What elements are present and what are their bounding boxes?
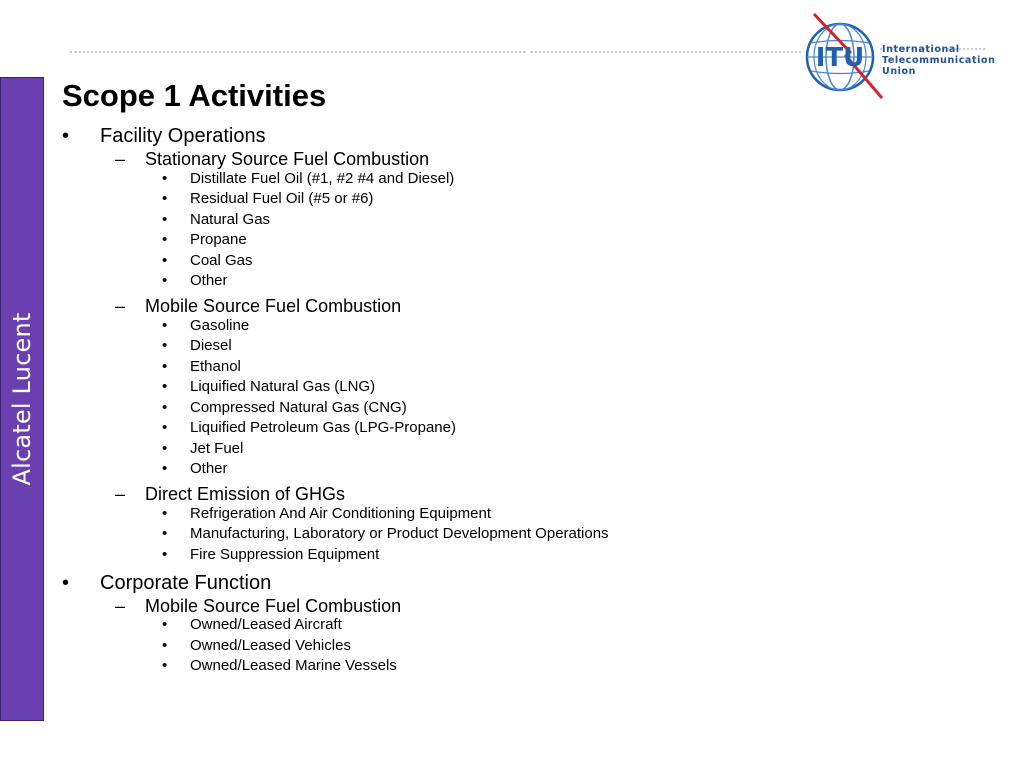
- slide-title: Scope 1 Activities: [62, 78, 327, 113]
- brand-sidebar: [0, 77, 44, 721]
- dash-marker: –: [115, 296, 126, 316]
- bullet-marker: •: [162, 251, 168, 269]
- bullet-marker: •: [162, 169, 168, 187]
- outline-item-text: Owned/Leased Aircraft: [190, 616, 342, 633]
- bullet-marker: •: [162, 398, 168, 416]
- outline-item-text: Liquified Natural Gas (LNG): [190, 378, 376, 395]
- dash-marker: –: [115, 595, 126, 616]
- outline-item-level-3: [162, 272, 228, 289]
- outline-item-level-2: [115, 595, 402, 617]
- outline-item-text: Coal Gas: [190, 251, 253, 269]
- outline-item-level-1: [62, 125, 266, 148]
- bullet-marker: •: [162, 272, 168, 289]
- outline-item-level-3: [162, 419, 456, 436]
- outline-item-level-3: [162, 439, 244, 457]
- outline-item-text: Compressed Natural Gas (CNG): [190, 398, 407, 416]
- outline-item-level-2: [115, 296, 402, 317]
- outline-item-text: Other: [190, 272, 228, 289]
- outline-item-text: Propane: [190, 231, 247, 248]
- brand-name: Alcatel Lucent: [8, 312, 36, 486]
- outline-item-text: Ethanol: [190, 357, 241, 375]
- outline-item-level-3: [162, 636, 351, 654]
- outline-item-text: Residual Fuel Oil (#5 or #6): [190, 190, 374, 207]
- logo-line: Union: [882, 66, 917, 77]
- outline-item-text: Diesel: [190, 337, 232, 354]
- outline-item-level-2: [115, 484, 346, 505]
- itu-logo: [800, 10, 1020, 102]
- outline-item-level-3: [162, 210, 271, 228]
- outline-item-text: Refrigeration And Air Conditioning Equipment: [190, 504, 492, 522]
- outline-item-level-3: [162, 398, 407, 416]
- outline-item-level-3: [162, 616, 342, 633]
- outline-item-level-2: [115, 149, 430, 170]
- bullet-marker: •: [62, 571, 70, 594]
- bullet-marker: •: [162, 636, 168, 654]
- outline-item-level-3: [162, 231, 247, 248]
- bullet-marker: •: [162, 357, 168, 375]
- header-dotted-rule: [70, 51, 525, 53]
- bullet-marker: •: [162, 337, 168, 354]
- bullet-marker: •: [162, 190, 168, 207]
- outline-item-level-3: [162, 525, 609, 542]
- bullet-marker: •: [162, 419, 168, 436]
- bullet-marker: •: [162, 378, 168, 395]
- bullet-marker: •: [162, 231, 168, 248]
- outline-item-text: Other: [190, 460, 228, 477]
- outline-item-text: Corporate Function: [100, 571, 272, 594]
- dash-marker: –: [115, 484, 126, 504]
- bullet-marker: •: [162, 316, 168, 334]
- bullet-marker: •: [162, 616, 168, 633]
- bullet-marker: •: [162, 210, 168, 228]
- outline-item-level-3: [162, 504, 492, 522]
- itu-globe-icon: [800, 10, 884, 102]
- outline-item-level-3: [162, 337, 232, 354]
- logo-line: Telecommunication: [882, 55, 996, 66]
- bullet-marker: •: [162, 545, 168, 563]
- outline-item-text: Owned/Leased Vehicles: [190, 636, 351, 654]
- outline-item-level-3: [162, 657, 397, 674]
- outline-item-level-1: [62, 571, 272, 595]
- bullet-marker: •: [162, 657, 168, 674]
- outline-item-text: Natural Gas: [190, 210, 271, 228]
- outline-item-text: Direct Emission of GHGs: [145, 484, 346, 504]
- logo-mark: ITU: [815, 43, 865, 73]
- outline-item-text: Jet Fuel: [190, 439, 244, 457]
- dash-marker: –: [115, 149, 126, 169]
- header-dotted-rule: [531, 51, 801, 53]
- outline-item-text: Stationary Source Fuel Combustion: [145, 149, 430, 169]
- outline-item-level-3: [162, 460, 228, 477]
- outline-item-level-3: [162, 357, 241, 375]
- outline-item-level-3: [162, 190, 374, 207]
- outline-item-text: Distillate Fuel Oil (#1, #2 #4 and Diesel): [190, 169, 455, 187]
- outline-item-text: Mobile Source Fuel Combustion: [145, 595, 402, 616]
- outline-item-text: Fire Suppression Equipment: [190, 545, 380, 563]
- bullet-marker: •: [162, 525, 168, 542]
- bullet-marker: •: [62, 125, 70, 147]
- logo-organization: [882, 44, 995, 77]
- outline-item-level-3: [162, 316, 250, 334]
- outline-item-text: Owned/Leased Marine Vessels: [190, 657, 397, 674]
- outline-item-level-3: [162, 251, 253, 269]
- outline-item-level-3: [162, 545, 380, 563]
- bullet-marker: •: [162, 439, 168, 457]
- outline-item-text: Manufacturing, Laboratory or Product Development Operations: [190, 525, 609, 542]
- logo-line: International: [882, 44, 960, 55]
- bullet-marker: •: [162, 504, 168, 522]
- outline-item-text: Liquified Petroleum Gas (LPG-Propane): [190, 419, 456, 436]
- outline-item-text: Mobile Source Fuel Combustion: [145, 296, 402, 316]
- bullet-marker: •: [162, 460, 168, 477]
- outline-item-text: Gasoline: [190, 316, 250, 334]
- outline-item-level-3: [162, 169, 455, 187]
- outline-item-level-3: [162, 378, 376, 395]
- outline-item-text: Facility Operations: [100, 125, 266, 147]
